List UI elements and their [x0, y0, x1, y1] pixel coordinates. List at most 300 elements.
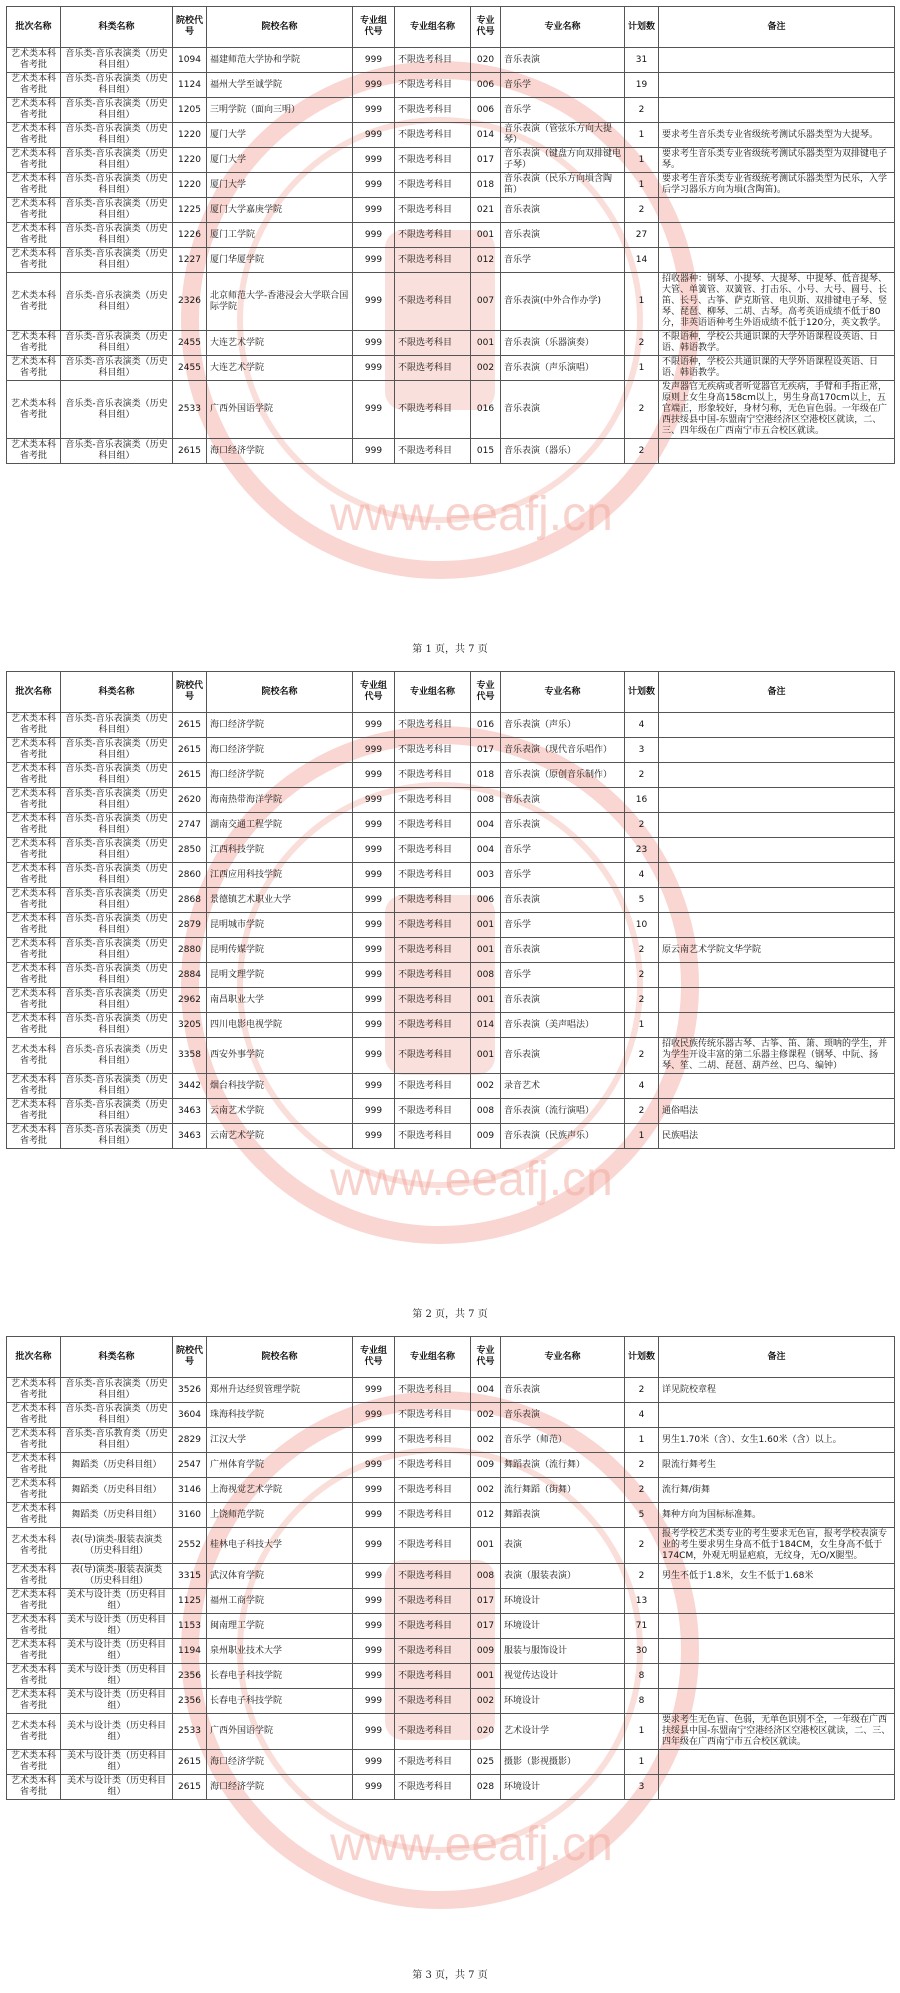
cell-category: 表(导)演类-服装表演类（历史科目组）	[61, 1528, 173, 1564]
cell-major-name: 音乐学	[501, 248, 625, 273]
cell-group-name: 不限选考科目	[395, 1503, 471, 1528]
cell-school-code: 3463	[173, 1124, 207, 1149]
cell-plan-count: 4	[625, 1074, 659, 1099]
cell-category: 美术与设计类（历史科目组）	[61, 1689, 173, 1714]
cell-major-code: 020	[471, 48, 501, 73]
cell-batch: 艺术类本科省考批	[7, 73, 61, 98]
table-body	[7, 48, 895, 464]
cell-major-name: 音乐表演（民族声乐）	[501, 1124, 625, 1149]
cell-note: 男生1.70米（含）、女生1.60米（含）以上。	[659, 1428, 895, 1453]
cell-major-name: 音乐表演	[501, 1378, 625, 1403]
cell-school-code: 3604	[173, 1403, 207, 1428]
cell-category: 音乐类-音乐表演类（历史科目组）	[61, 198, 173, 223]
cell-group-name: 不限选考科目	[395, 938, 471, 963]
cell-school-code: 2615	[173, 1750, 207, 1775]
cell-major-code: 006	[471, 98, 501, 123]
cell-group-name: 不限选考科目	[395, 1528, 471, 1564]
cell-group-code: 999	[353, 863, 395, 888]
svg-text:www.eeafj.cn: www.eeafj.cn	[330, 488, 613, 541]
cell-school-code: 1153	[173, 1614, 207, 1639]
cell-school-code: 1220	[173, 148, 207, 173]
cell-school-code: 2455	[173, 356, 207, 381]
cell-major-code: 017	[471, 148, 501, 173]
cell-group-name: 不限选考科目	[395, 198, 471, 223]
table-row	[7, 1589, 895, 1614]
cell-batch: 艺术类本科省考批	[7, 123, 61, 148]
cell-major-name: 音乐表演	[501, 788, 625, 813]
cell-plan-count: 1	[625, 1013, 659, 1038]
column-header: 院校名称	[207, 7, 353, 48]
cell-note	[659, 48, 895, 73]
table-row	[7, 1714, 895, 1750]
cell-major-code: 016	[471, 713, 501, 738]
cell-school-code: 2615	[173, 713, 207, 738]
cell-group-code: 999	[353, 738, 395, 763]
cell-school-name: 南昌职业大学	[207, 988, 353, 1013]
cell-note	[659, 248, 895, 273]
table-row	[7, 381, 895, 439]
cell-group-name: 不限选考科目	[395, 1614, 471, 1639]
cell-category: 音乐类-音乐表演类（历史科目组）	[61, 1124, 173, 1149]
table-row	[7, 73, 895, 98]
table-row	[7, 248, 895, 273]
cell-major-code: 012	[471, 248, 501, 273]
cell-school-code: 2747	[173, 813, 207, 838]
cell-plan-count: 2	[625, 963, 659, 988]
cell-major-name: 音乐表演	[501, 938, 625, 963]
page-footer: 第 2 页，共 7 页	[412, 1309, 488, 1320]
column-header: 科类名称	[61, 672, 173, 713]
column-header: 专业组代号	[353, 1337, 395, 1378]
cell-school-name: 昆明文理学院	[207, 963, 353, 988]
cell-school-name: 厦门大学	[207, 123, 353, 148]
cell-group-code: 999	[353, 1013, 395, 1038]
cell-note	[659, 738, 895, 763]
cell-category: 音乐类-音乐表演类（历史科目组）	[61, 1403, 173, 1428]
column-header: 专业名称	[501, 672, 625, 713]
cell-group-name: 不限选考科目	[395, 148, 471, 173]
cell-major-name: 音乐学	[501, 863, 625, 888]
cell-major-name: 服装与服饰设计	[501, 1639, 625, 1664]
cell-school-code: 1124	[173, 73, 207, 98]
cell-category: 音乐类-音乐表演类（历史科目组）	[61, 1013, 173, 1038]
table-row	[7, 98, 895, 123]
cell-batch: 艺术类本科省考批	[7, 1428, 61, 1453]
cell-school-code: 3315	[173, 1564, 207, 1589]
table-row	[7, 938, 895, 963]
cell-category: 音乐类-音乐表演类（历史科目组）	[61, 356, 173, 381]
cell-plan-count: 4	[625, 863, 659, 888]
cell-school-name: 云南艺术学院	[207, 1124, 353, 1149]
cell-major-name: 音乐学	[501, 963, 625, 988]
cell-major-code: 001	[471, 223, 501, 248]
table-row	[7, 1378, 895, 1403]
cell-batch: 艺术类本科省考批	[7, 1013, 61, 1038]
cell-batch: 艺术类本科省考批	[7, 1378, 61, 1403]
column-header: 院校代号	[173, 1337, 207, 1378]
cell-group-name: 不限选考科目	[395, 123, 471, 148]
cell-major-name: 环境设计	[501, 1775, 625, 1800]
admission-plan-table	[6, 1336, 895, 1800]
cell-group-name: 不限选考科目	[395, 273, 471, 331]
cell-note	[659, 838, 895, 863]
cell-plan-count: 8	[625, 1664, 659, 1689]
cell-batch: 艺术类本科省考批	[7, 1099, 61, 1124]
cell-school-code: 1226	[173, 223, 207, 248]
cell-school-code: 2356	[173, 1689, 207, 1714]
column-header: 专业代号	[471, 7, 501, 48]
table-body	[7, 1378, 895, 1800]
cell-school-name: 烟台科技学院	[207, 1074, 353, 1099]
cell-batch: 艺术类本科省考批	[7, 1564, 61, 1589]
cell-major-code: 017	[471, 1614, 501, 1639]
cell-school-name: 西安外事学院	[207, 1038, 353, 1074]
cell-plan-count: 23	[625, 838, 659, 863]
cell-note	[659, 1750, 895, 1775]
cell-plan-count: 1	[625, 123, 659, 148]
cell-group-code: 999	[353, 1664, 395, 1689]
cell-school-code: 1125	[173, 1589, 207, 1614]
cell-group-name: 不限选考科目	[395, 913, 471, 938]
cell-school-name: 珠海科技学院	[207, 1403, 353, 1428]
cell-group-name: 不限选考科目	[395, 439, 471, 464]
cell-major-code: 004	[471, 838, 501, 863]
cell-school-name: 武汉体育学院	[207, 1564, 353, 1589]
cell-major-name: 音乐表演（乐器演奏）	[501, 331, 625, 356]
cell-batch: 艺术类本科省考批	[7, 1453, 61, 1478]
cell-category: 音乐类-音乐表演类（历史科目组）	[61, 98, 173, 123]
column-header: 计划数	[625, 1337, 659, 1378]
cell-plan-count: 2	[625, 439, 659, 464]
cell-school-code: 2356	[173, 1664, 207, 1689]
table-row	[7, 1124, 895, 1149]
cell-group-code: 999	[353, 173, 395, 198]
cell-category: 音乐类-音乐表演类（历史科目组）	[61, 788, 173, 813]
cell-plan-count: 13	[625, 1589, 659, 1614]
cell-group-name: 不限选考科目	[395, 381, 471, 439]
cell-note: 限流行舞考生	[659, 1453, 895, 1478]
cell-note: 招收器种：钢琴、小提琴、大提琴、中提琴、低音提琴、大管、单簧管、双簧管、打击乐、小号、大号、圆号、长笛、长号、古筝、萨克斯管、电贝斯、双排键电子琴、竖琴、琵琶、柳琴、二胡、古琴。高考英语成绩不低于80分，非英语语种考生外语成绩不低于120分，英文教学。	[659, 273, 895, 331]
cell-school-code: 2962	[173, 988, 207, 1013]
cell-school-code: 1220	[173, 123, 207, 148]
cell-plan-count: 2	[625, 1038, 659, 1074]
cell-group-name: 不限选考科目	[395, 713, 471, 738]
cell-note	[659, 1589, 895, 1614]
cell-plan-count: 3	[625, 1775, 659, 1800]
cell-note: 发声器官无疾病或者听觉器官无疾病，手臂和手指正常，原则上女生身高158cm以上，男生身高170cm以上，五官端正，形象较好，身材匀称，无色盲色弱。一年级在广西扶绥县中国-东盟南宁空港经济区空港校区就读，二、三、四年级在广西南宁市五合校区就读。	[659, 381, 895, 439]
cell-school-code: 2552	[173, 1528, 207, 1564]
cell-major-name: 音乐学	[501, 98, 625, 123]
column-header: 科类名称	[61, 1337, 173, 1378]
column-header: 专业组代号	[353, 672, 395, 713]
cell-group-name: 不限选考科目	[395, 963, 471, 988]
cell-batch: 艺术类本科省考批	[7, 1503, 61, 1528]
table-header-row	[7, 672, 895, 713]
cell-group-name: 不限选考科目	[395, 788, 471, 813]
cell-category: 音乐类-音乐表演类（历史科目组）	[61, 763, 173, 788]
cell-batch: 艺术类本科省考批	[7, 738, 61, 763]
cell-note	[659, 713, 895, 738]
cell-category: 美术与设计类（历史科目组）	[61, 1714, 173, 1750]
cell-school-code: 2620	[173, 788, 207, 813]
cell-school-name: 长春电子科技学院	[207, 1664, 353, 1689]
cell-group-name: 不限选考科目	[395, 1750, 471, 1775]
cell-major-name: 艺术设计学	[501, 1714, 625, 1750]
cell-plan-count: 1	[625, 173, 659, 198]
table-row	[7, 1453, 895, 1478]
cell-batch: 艺术类本科省考批	[7, 838, 61, 863]
cell-batch: 艺术类本科省考批	[7, 988, 61, 1013]
cell-group-code: 999	[353, 123, 395, 148]
cell-batch: 艺术类本科省考批	[7, 1664, 61, 1689]
cell-school-name: 广西外国语学院	[207, 381, 353, 439]
cell-major-code: 014	[471, 123, 501, 148]
cell-school-name: 江汉大学	[207, 1428, 353, 1453]
table-row	[7, 356, 895, 381]
cell-plan-count: 2	[625, 1378, 659, 1403]
cell-major-name: 音乐学	[501, 838, 625, 863]
column-header: 计划数	[625, 672, 659, 713]
cell-school-code: 3160	[173, 1503, 207, 1528]
cell-school-code: 3358	[173, 1038, 207, 1074]
cell-group-name: 不限选考科目	[395, 1564, 471, 1589]
cell-note: 要求考生音乐类专业省级统考测试乐器类型为民乐，入学后学习器乐方向为塤(含陶笛)。	[659, 173, 895, 198]
cell-group-name: 不限选考科目	[395, 173, 471, 198]
table-row	[7, 1689, 895, 1714]
cell-group-name: 不限选考科目	[395, 48, 471, 73]
cell-school-name: 江西应用科技学院	[207, 863, 353, 888]
cell-group-code: 999	[353, 1038, 395, 1074]
cell-batch: 艺术类本科省考批	[7, 439, 61, 464]
table-row	[7, 1099, 895, 1124]
cell-school-name: 厦门大学	[207, 148, 353, 173]
cell-group-code: 999	[353, 1750, 395, 1775]
cell-batch: 艺术类本科省考批	[7, 173, 61, 198]
cell-major-name: 表演	[501, 1528, 625, 1564]
cell-major-name: 音乐表演	[501, 223, 625, 248]
cell-category: 表(导)演类-服装表演类（历史科目组）	[61, 1564, 173, 1589]
cell-major-name: 舞蹈表演	[501, 1503, 625, 1528]
cell-plan-count: 4	[625, 713, 659, 738]
cell-major-name: 音乐表演	[501, 48, 625, 73]
cell-plan-count: 1	[625, 148, 659, 173]
cell-category: 音乐类-音乐表演类（历史科目组）	[61, 988, 173, 1013]
cell-major-code: 001	[471, 331, 501, 356]
cell-note: 不限语种，学校公共通识课的大学外语课程设英语、日语、韩语教学。	[659, 331, 895, 356]
cell-category: 美术与设计类（历史科目组）	[61, 1589, 173, 1614]
cell-note	[659, 73, 895, 98]
table-row	[7, 1639, 895, 1664]
table-row	[7, 1074, 895, 1099]
cell-school-code: 1225	[173, 198, 207, 223]
cell-group-code: 999	[353, 1564, 395, 1589]
cell-school-code: 3526	[173, 1378, 207, 1403]
cell-batch: 艺术类本科省考批	[7, 1714, 61, 1750]
cell-major-code: 016	[471, 381, 501, 439]
cell-major-code: 025	[471, 1750, 501, 1775]
cell-major-code: 008	[471, 788, 501, 813]
cell-category: 音乐类-音乐表演类（历史科目组）	[61, 813, 173, 838]
table-row	[7, 1664, 895, 1689]
table-row	[7, 331, 895, 356]
cell-school-code: 3205	[173, 1013, 207, 1038]
cell-school-name: 江西科技学院	[207, 838, 353, 863]
cell-category: 音乐类-音乐表演类（历史科目组）	[61, 913, 173, 938]
table-row	[7, 913, 895, 938]
cell-category: 音乐类-音乐表演类（历史科目组）	[61, 173, 173, 198]
table-row	[7, 838, 895, 863]
cell-group-code: 999	[353, 1639, 395, 1664]
column-header: 专业组名称	[395, 7, 471, 48]
cell-major-code: 001	[471, 1038, 501, 1074]
cell-group-code: 999	[353, 713, 395, 738]
table-row	[7, 888, 895, 913]
cell-group-name: 不限选考科目	[395, 1664, 471, 1689]
cell-school-code: 1194	[173, 1639, 207, 1664]
cell-major-code: 017	[471, 1589, 501, 1614]
cell-major-code: 006	[471, 888, 501, 913]
column-header: 专业代号	[471, 672, 501, 713]
table-row	[7, 988, 895, 1013]
cell-note: 流行舞/街舞	[659, 1478, 895, 1503]
table-row	[7, 788, 895, 813]
cell-school-name: 郑州升达经贸管理学院	[207, 1378, 353, 1403]
cell-major-name: 音乐表演	[501, 381, 625, 439]
cell-group-code: 999	[353, 73, 395, 98]
cell-group-code: 999	[353, 273, 395, 331]
cell-school-name: 北京师范大学-香港浸会大学联合国际学院	[207, 273, 353, 331]
table-row	[7, 148, 895, 173]
cell-group-name: 不限选考科目	[395, 763, 471, 788]
cell-group-name: 不限选考科目	[395, 813, 471, 838]
cell-major-code: 004	[471, 1378, 501, 1403]
cell-school-code: 2829	[173, 1428, 207, 1453]
cell-major-name: 音乐表演	[501, 198, 625, 223]
cell-plan-count: 5	[625, 888, 659, 913]
cell-category: 音乐类-音乐表演类（历史科目组）	[61, 863, 173, 888]
cell-school-name: 云南艺术学院	[207, 1099, 353, 1124]
cell-major-name: 音乐表演（声乐演唱）	[501, 356, 625, 381]
cell-category: 音乐类-音乐表演类（历史科目组）	[61, 381, 173, 439]
cell-plan-count: 1	[625, 1750, 659, 1775]
cell-major-name: 音乐表演(中外合作办学)	[501, 273, 625, 331]
cell-major-name: 音乐学（师范）	[501, 1428, 625, 1453]
cell-category: 舞蹈类（历史科目组）	[61, 1453, 173, 1478]
cell-group-name: 不限选考科目	[395, 1639, 471, 1664]
cell-major-name: 环境设计	[501, 1614, 625, 1639]
cell-school-name: 景德镇艺术职业大学	[207, 888, 353, 913]
cell-major-code: 002	[471, 1689, 501, 1714]
table-row	[7, 1775, 895, 1800]
cell-batch: 艺术类本科省考批	[7, 1775, 61, 1800]
cell-batch: 艺术类本科省考批	[7, 1038, 61, 1074]
column-header: 批次名称	[7, 672, 61, 713]
table-row	[7, 963, 895, 988]
cell-school-code: 2615	[173, 738, 207, 763]
cell-group-code: 999	[353, 439, 395, 464]
cell-category: 音乐类-音乐表演类（历史科目组）	[61, 48, 173, 73]
cell-batch: 艺术类本科省考批	[7, 938, 61, 963]
cell-major-code: 014	[471, 1013, 501, 1038]
cell-plan-count: 5	[625, 1503, 659, 1528]
cell-note: 要求考生音乐类专业省级统考测试乐器类型为大提琴。	[659, 123, 895, 148]
cell-major-name: 环境设计	[501, 1689, 625, 1714]
cell-batch: 艺术类本科省考批	[7, 331, 61, 356]
cell-school-name: 四川电影电视学院	[207, 1013, 353, 1038]
cell-major-name: 音乐学	[501, 73, 625, 98]
cell-note: 通俗唱法	[659, 1099, 895, 1124]
cell-plan-count: 1	[625, 356, 659, 381]
cell-group-code: 999	[353, 1124, 395, 1149]
cell-plan-count: 71	[625, 1614, 659, 1639]
cell-group-name: 不限选考科目	[395, 1478, 471, 1503]
cell-plan-count: 2	[625, 198, 659, 223]
table-row	[7, 813, 895, 838]
column-header: 科类名称	[61, 7, 173, 48]
cell-group-name: 不限选考科目	[395, 223, 471, 248]
cell-major-code: 017	[471, 738, 501, 763]
cell-school-name: 湖南交通工程学院	[207, 813, 353, 838]
cell-school-name: 海口经济学院	[207, 713, 353, 738]
cell-school-name: 泉州职业技术大学	[207, 1639, 353, 1664]
cell-school-name: 海口经济学院	[207, 763, 353, 788]
cell-major-code: 020	[471, 1714, 501, 1750]
cell-batch: 艺术类本科省考批	[7, 1614, 61, 1639]
column-header: 备注	[659, 7, 895, 48]
table-row	[7, 48, 895, 73]
cell-category: 音乐类-音乐表演类（历史科目组）	[61, 439, 173, 464]
cell-group-code: 999	[353, 1403, 395, 1428]
cell-major-code: 002	[471, 356, 501, 381]
cell-major-name: 音乐表演（声乐）	[501, 713, 625, 738]
cell-major-code: 018	[471, 173, 501, 198]
cell-group-code: 999	[353, 1074, 395, 1099]
cell-batch: 艺术类本科省考批	[7, 381, 61, 439]
table-row	[7, 1503, 895, 1528]
cell-major-code: 002	[471, 1478, 501, 1503]
cell-note	[659, 813, 895, 838]
cell-school-code: 2455	[173, 331, 207, 356]
cell-category: 音乐类-音乐表演类（历史科目组）	[61, 73, 173, 98]
cell-major-code: 002	[471, 1428, 501, 1453]
cell-school-code: 2850	[173, 838, 207, 863]
cell-school-name: 昆明城市学院	[207, 913, 353, 938]
cell-major-name: 环境设计	[501, 1589, 625, 1614]
cell-plan-count: 10	[625, 913, 659, 938]
cell-group-code: 999	[353, 356, 395, 381]
cell-category: 音乐类-音乐表演类（历史科目组）	[61, 1099, 173, 1124]
cell-group-name: 不限选考科目	[395, 1714, 471, 1750]
cell-group-code: 999	[353, 248, 395, 273]
cell-note: 要求考生无色盲、色弱，无单色识别不全，一年级在广西扶绥县中国-东盟南宁空港经济区空港校区就读，二、三、四年级在广西南宁市五合校区就读。	[659, 1714, 895, 1750]
cell-group-name: 不限选考科目	[395, 331, 471, 356]
cell-group-code: 999	[353, 1503, 395, 1528]
cell-school-name: 上饶师范学院	[207, 1503, 353, 1528]
cell-category: 音乐类-音乐表演类（历史科目组）	[61, 223, 173, 248]
cell-category: 音乐类-音乐表演类（历史科目组）	[61, 1074, 173, 1099]
cell-category: 音乐类-音乐表演类（历史科目组）	[61, 738, 173, 763]
page-footer: 第 1 页，共 7 页	[412, 644, 488, 655]
cell-major-code: 012	[471, 1503, 501, 1528]
cell-major-code: 008	[471, 1564, 501, 1589]
cell-school-code: 2880	[173, 938, 207, 963]
cell-group-code: 999	[353, 838, 395, 863]
document-page-2	[0, 665, 900, 1327]
cell-category: 音乐类-音乐表演类（历史科目组）	[61, 331, 173, 356]
column-header: 备注	[659, 1337, 895, 1378]
cell-group-code: 999	[353, 98, 395, 123]
cell-note	[659, 1614, 895, 1639]
